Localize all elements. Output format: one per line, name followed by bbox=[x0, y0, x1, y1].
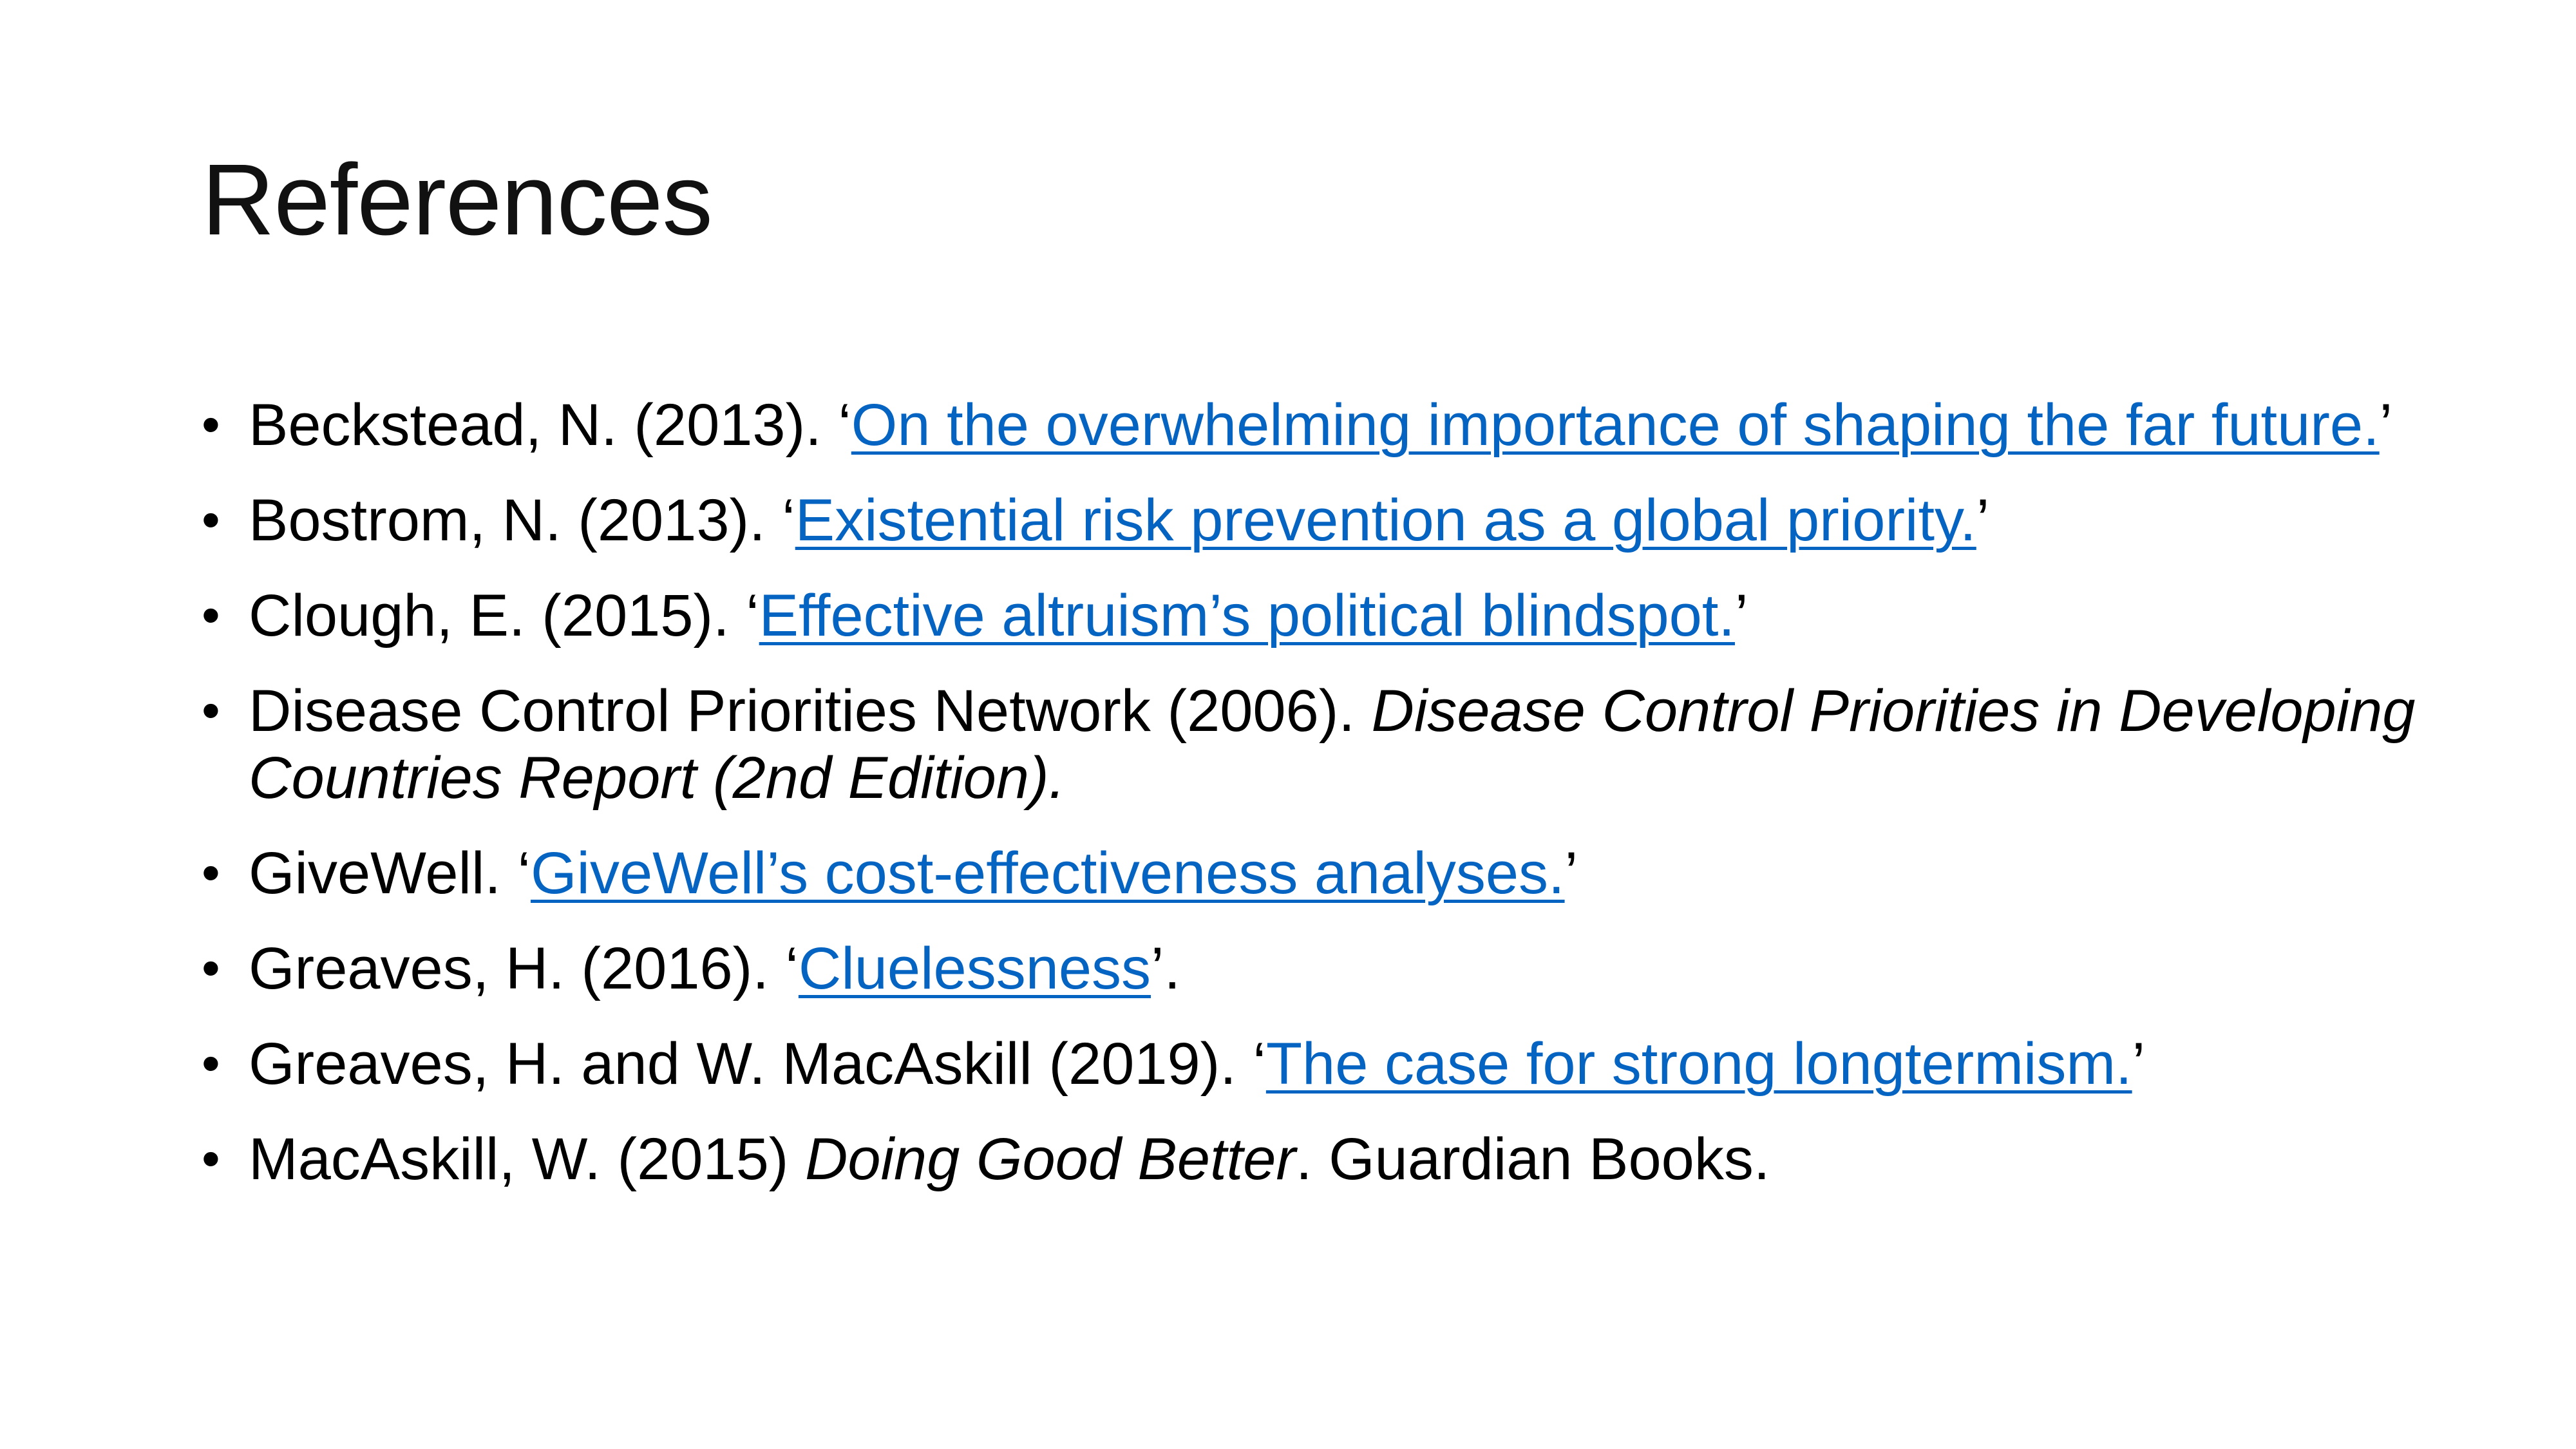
reference-link[interactable]: Existential risk prevention as a global priority. bbox=[795, 488, 1976, 553]
reference-list bbox=[202, 392, 2423, 1221]
reference-lead: Beckstead, N. (2013). ‘ bbox=[249, 392, 851, 458]
reference-lead: Greaves, H. and W. MacAskill (2019). ‘ bbox=[249, 1031, 1266, 1097]
reference-link[interactable]: Effective altruism’s political blindspot. bbox=[759, 583, 1735, 649]
reference-trail: ’ bbox=[2132, 1031, 2146, 1097]
bullet-icon: • bbox=[202, 395, 220, 454]
reference-lead: Disease Control Priorities Network (2006). bbox=[249, 678, 1372, 744]
reference-trail: ’. bbox=[1151, 936, 1181, 1001]
reference-italic-title: Disease Control Priorities in Developing Countries Report (2nd Edition). bbox=[249, 678, 2416, 811]
bullet-icon: • bbox=[202, 681, 220, 740]
bullet-icon: • bbox=[202, 586, 220, 645]
reference-item-beckstead bbox=[202, 392, 2423, 459]
reference-item-disease-control bbox=[202, 677, 2423, 811]
bullet-icon: • bbox=[202, 1130, 220, 1188]
reference-trail: . Guardian Books. bbox=[1296, 1126, 1770, 1192]
reference-link[interactable]: Cluelessness bbox=[798, 936, 1151, 1001]
reference-trail: ’ bbox=[1734, 583, 1748, 649]
reference-link[interactable]: On the overwhelming importance of shaping the far future. bbox=[851, 392, 2380, 458]
reference-item-bostrom bbox=[202, 487, 2423, 554]
reference-item-clough bbox=[202, 582, 2423, 649]
bullet-icon: • bbox=[202, 939, 220, 998]
slide-title: References bbox=[202, 144, 712, 256]
reference-trail: ’ bbox=[1564, 840, 1578, 906]
reference-lead: MacAskill, W. (2015) bbox=[249, 1126, 805, 1192]
reference-item-greaves-2016 bbox=[202, 935, 2423, 1002]
reference-link[interactable]: GiveWell’s cost-effectiveness analyses. bbox=[530, 840, 1565, 906]
reference-item-greaves-macaskill-2019 bbox=[202, 1030, 2423, 1097]
reference-lead: Greaves, H. (2016). ‘ bbox=[249, 936, 799, 1001]
reference-lead: Clough, E. (2015). ‘ bbox=[249, 583, 759, 649]
reference-italic-title: Doing Good Better bbox=[804, 1126, 1296, 1192]
bullet-icon: • bbox=[202, 1034, 220, 1093]
reference-item-givewell bbox=[202, 840, 2423, 907]
bullet-icon: • bbox=[202, 844, 220, 902]
reference-item-macaskill-2015 bbox=[202, 1126, 2423, 1193]
reference-link[interactable]: The case for strong longtermism. bbox=[1265, 1031, 2132, 1097]
reference-lead: Bostrom, N. (2013). ‘ bbox=[249, 488, 795, 553]
reference-lead: GiveWell. ‘ bbox=[249, 840, 531, 906]
reference-trail: ’ bbox=[1976, 488, 1990, 553]
bullet-icon: • bbox=[202, 491, 220, 549]
reference-trail: ’ bbox=[2379, 392, 2393, 458]
